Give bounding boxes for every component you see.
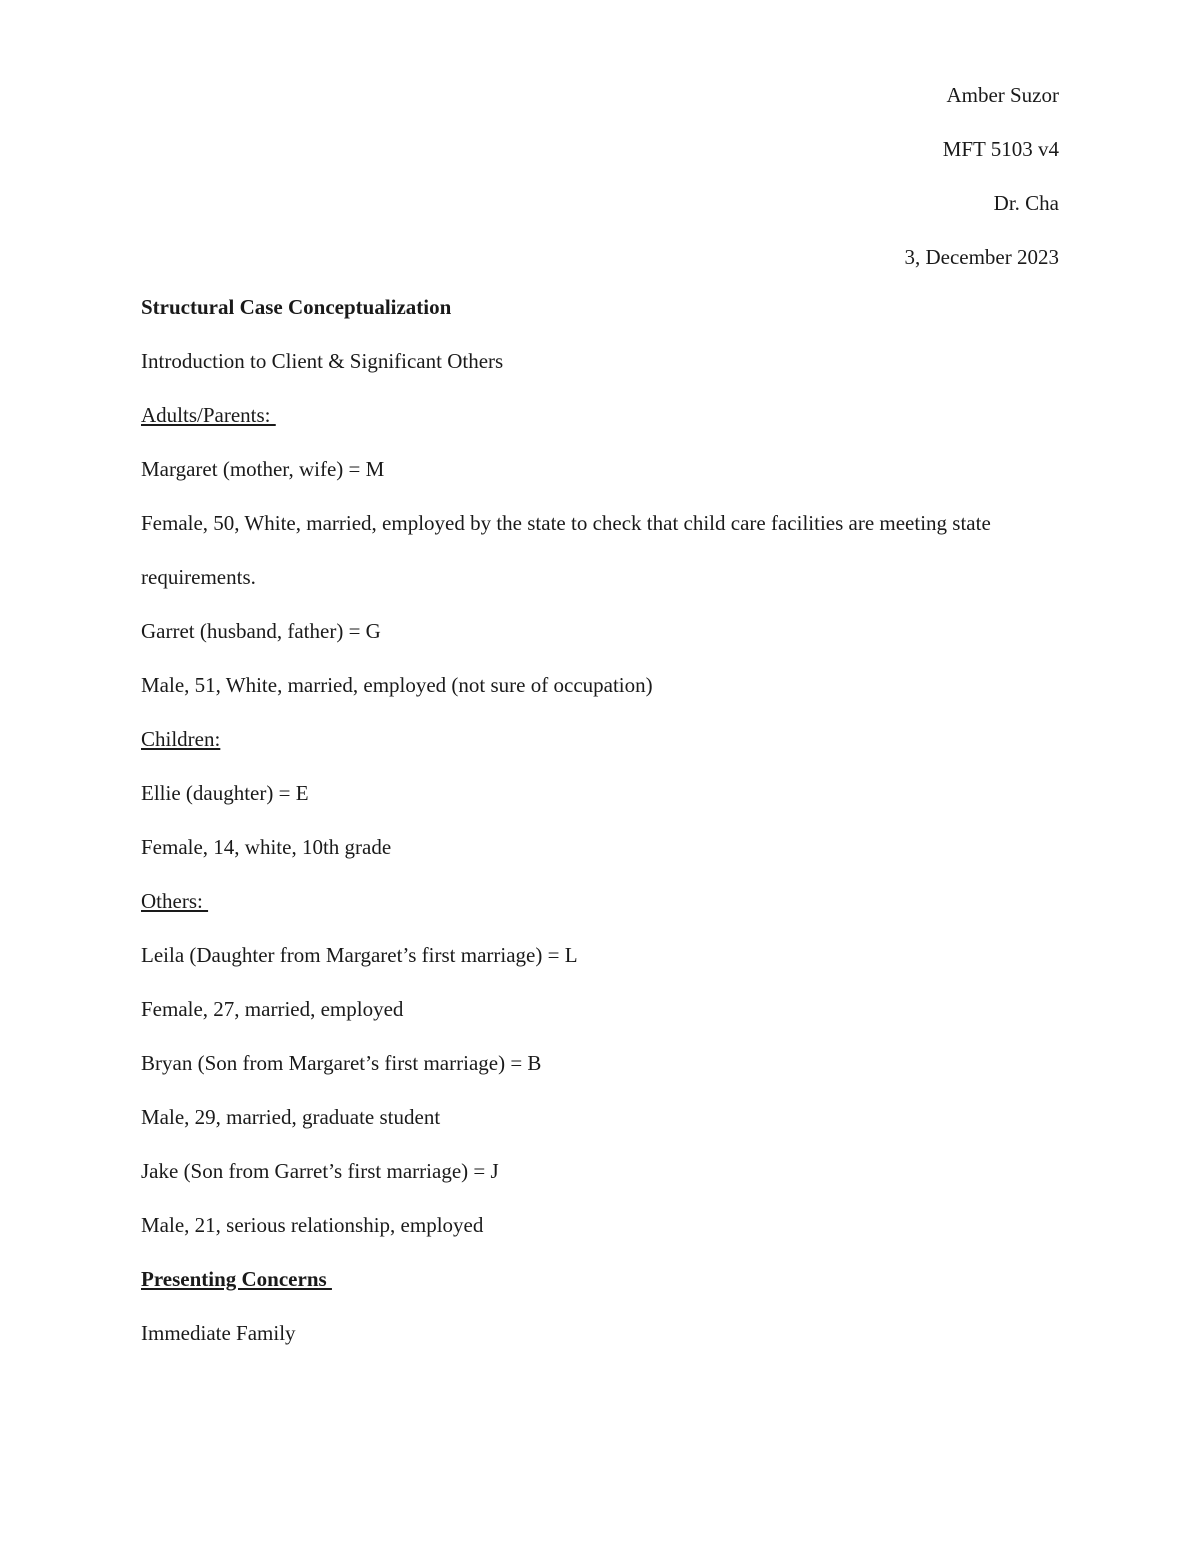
- children-heading: Children:: [141, 727, 221, 751]
- document-header: [904, 68, 1059, 284]
- others-heading: Others:: [141, 889, 209, 913]
- presenting-concerns-heading: Presenting Concerns: [141, 1267, 332, 1291]
- bryan-description: Male, 29, married, graduate student: [141, 1105, 441, 1129]
- document-title: Structural Case Conceptualization: [141, 295, 452, 319]
- adults-heading: Adults/Parents:: [141, 403, 276, 427]
- bryan-name: Bryan (Son from Margaret’s first marriage) = B: [141, 1051, 542, 1075]
- leila-name: Leila (Daughter from Margaret’s first marriage) = L: [141, 943, 578, 967]
- jake-name: Jake (Son from Garret’s first marriage) = J: [141, 1159, 499, 1183]
- author-name: Amber Suzor: [946, 83, 1059, 107]
- margaret-name: Margaret (mother, wife) = M: [141, 457, 385, 481]
- intro-heading: Introduction to Client & Significant Others: [141, 349, 504, 373]
- instructor-name: Dr. Cha: [993, 191, 1059, 215]
- ellie-description: Female, 14, white, 10th grade: [141, 835, 392, 859]
- ellie-name: Ellie (daughter) = E: [141, 781, 309, 805]
- presenting-heading-line: [141, 1252, 1059, 1306]
- children-heading-line: [141, 712, 1059, 766]
- adults-heading-line: [141, 388, 1059, 442]
- garret-name: Garret (husband, father) = G: [141, 619, 381, 643]
- document-date: 3, December 2023: [904, 245, 1059, 269]
- document-body: [141, 280, 1059, 1360]
- immediate-family-heading: Immediate Family: [141, 1321, 296, 1345]
- course-code: MFT 5103 v4: [942, 137, 1059, 161]
- margaret-description: Female, 50, White, married, employed by the state to check that child care facilities are meeting state requirements.: [141, 511, 991, 589]
- garret-description: Male, 51, White, married, employed (not sure of occupation): [141, 673, 653, 697]
- jake-description: Male, 21, serious relationship, employed: [141, 1213, 484, 1237]
- others-heading-line: [141, 874, 1059, 928]
- leila-description: Female, 27, married, employed: [141, 997, 404, 1021]
